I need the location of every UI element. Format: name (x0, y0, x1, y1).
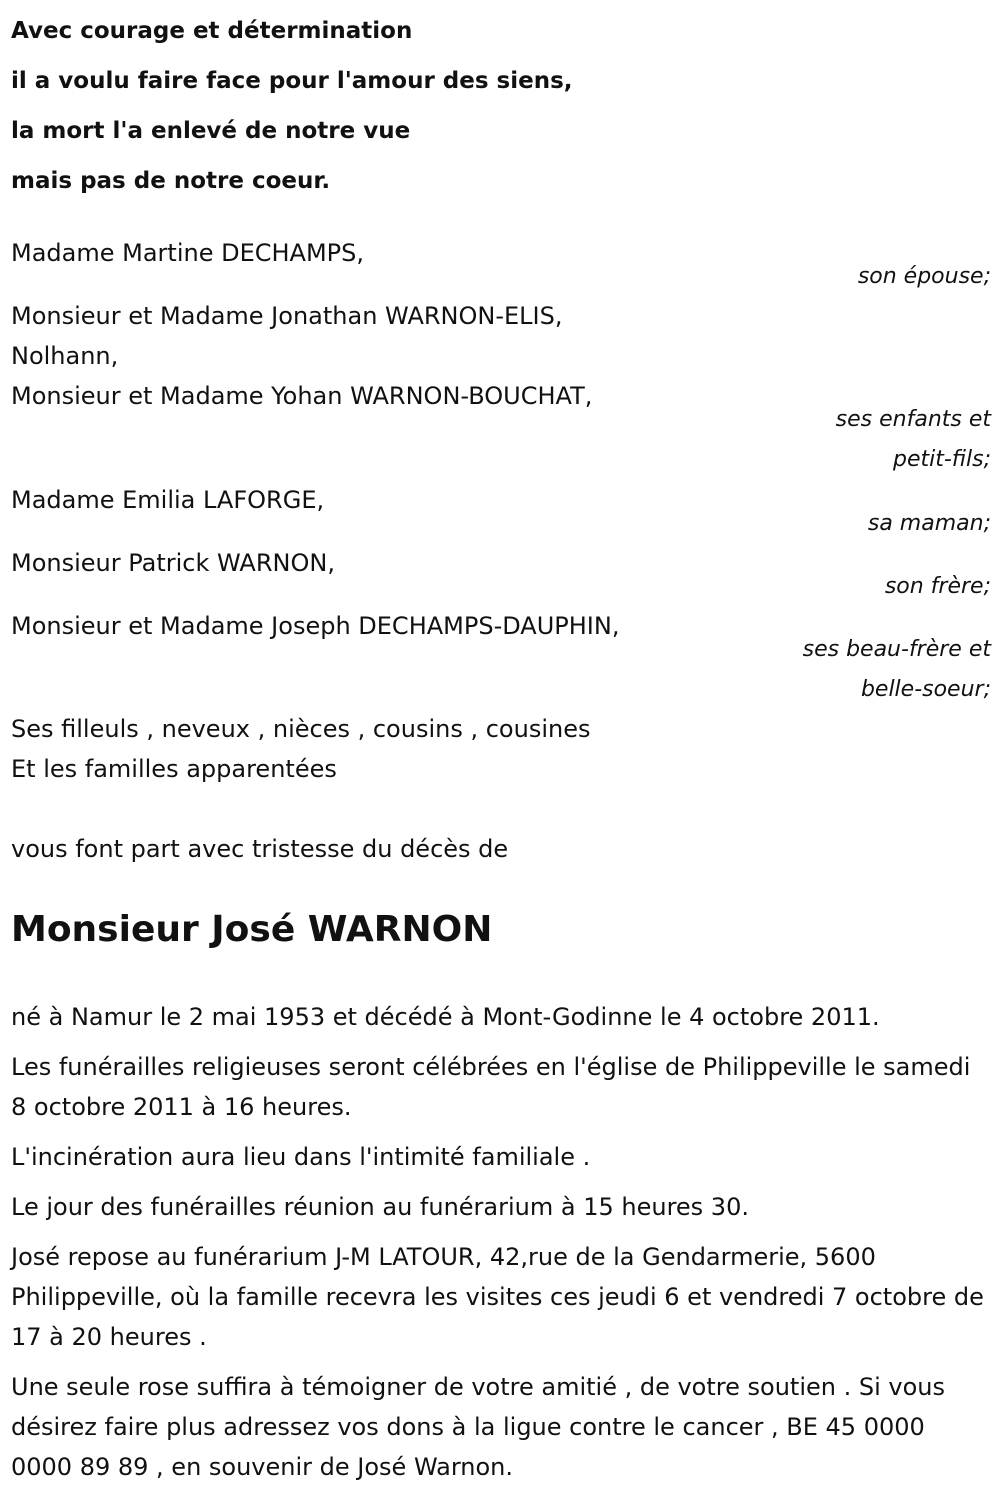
intro-line: il a voulu faire face pour l'amour des siens, (11, 68, 573, 94)
detail-paragraph: Une seule rose suffira à témoigner de votre amitié , de votre soutien . Si vous désirez faire plus adressez vos dons à la ligue contre le cancer , BE 45 0000 0000 89 89 , en souvenir de José Warnon. (11, 1373, 945, 1481)
family-entry-mother (11, 480, 991, 544)
family-relation: son frère; (884, 574, 991, 599)
detail-paragraph: L'incinération aura lieu dans l'intimité familiale . (11, 1143, 591, 1171)
family-relation: belle-soeur; (860, 677, 991, 702)
family-entry-spouse (11, 233, 991, 297)
family-relation: son épouse; (857, 264, 991, 289)
family-entry-brother (11, 543, 991, 607)
other-relatives-line: Et les familles apparentées (11, 755, 337, 783)
family-name: Monsieur et Madame Joseph DECHAMPS-DAUPHIN, (11, 612, 620, 640)
family-name: Monsieur et Madame Jonathan WARNON-ELIS, (11, 302, 563, 330)
family-name: Madame Martine DECHAMPS, (11, 239, 365, 267)
family-relation: petit-fils; (892, 447, 991, 472)
other-relatives (11, 709, 590, 789)
family-relation: sa maman; (867, 511, 991, 536)
detail-paragraph: José repose au funérarium J-M LATOUR, 42,rue de la Gendarmerie, 5600 Philippeville, où la famille recevra les visites ces jeudi 6 et vendredi 7 octobre de 17 à 20 heures . (11, 1243, 984, 1351)
other-relatives-line: Ses filleuls , neveux , nièces , cousins , cousines (11, 715, 591, 743)
family-name: Nolhann, (11, 342, 119, 370)
funeral-details (11, 997, 986, 1497)
detail-paragraph: Les funérailles religieuses seront célébrées en l'église de Philippeville le samedi 8 octobre 2011 à 16 heures. (11, 1053, 971, 1121)
detail-paragraph: né à Namur le 2 mai 1953 et décédé à Mont-Godinne le 4 octobre 2011. (11, 1003, 880, 1031)
announcement-text: vous font part avec tristesse du décès de (11, 835, 509, 863)
deceased-name: Monsieur José WARNON (11, 909, 493, 950)
family-name: Madame Emilia LAFORGE, (11, 486, 325, 514)
family-entry-in-laws (11, 606, 991, 710)
detail-paragraph: Le jour des funérailles réunion au funérarium à 15 heures 30. (11, 1193, 749, 1221)
intro-line: mais pas de notre coeur. (11, 168, 331, 194)
intro-verse (11, 6, 573, 206)
intro-line: Avec courage et détermination (11, 18, 413, 44)
family-entry-children (11, 296, 991, 480)
family-name: Monsieur Patrick WARNON, (11, 549, 335, 577)
family-name: Monsieur et Madame Yohan WARNON-BOUCHAT, (11, 382, 593, 410)
family-relation: ses enfants et (835, 407, 991, 432)
family-relation: ses beau-frère et (802, 637, 991, 662)
intro-line: la mort l'a enlevé de notre vue (11, 118, 411, 144)
